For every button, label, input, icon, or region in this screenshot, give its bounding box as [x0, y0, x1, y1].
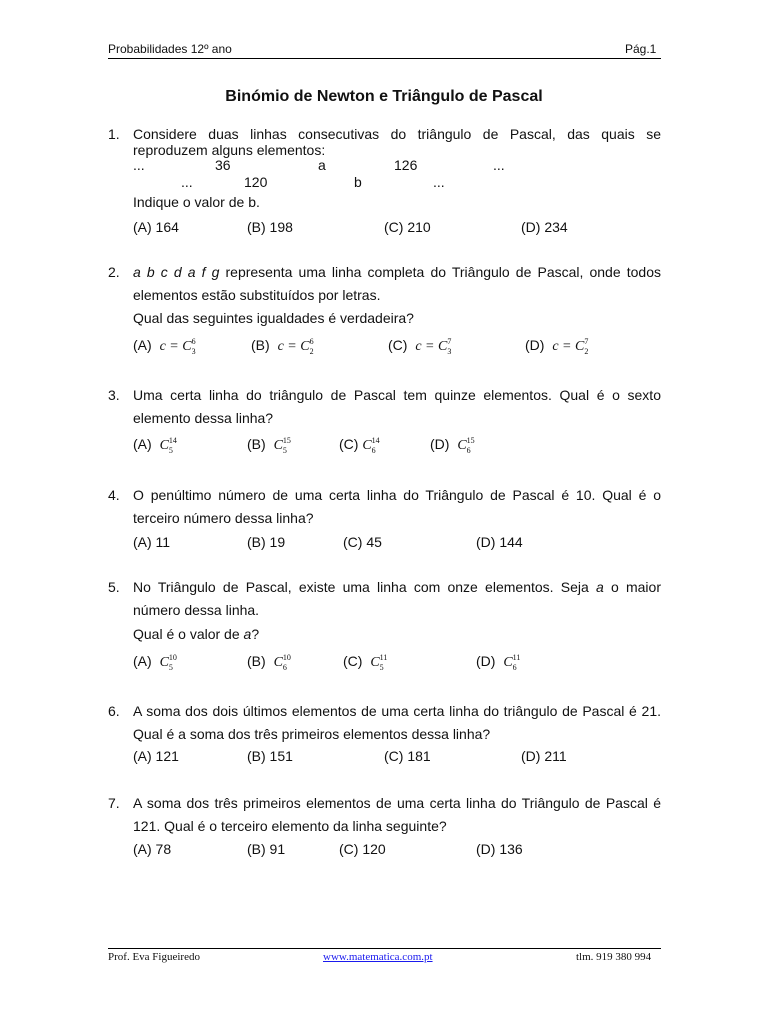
option-b: (B) 19 — [247, 534, 286, 550]
option-b: (B) 198 — [247, 219, 293, 235]
option-math — [552, 336, 594, 356]
option-label: (B) — [247, 436, 266, 452]
pascal-row-2 — [0, 174, 768, 192]
question-text — [133, 576, 661, 622]
math-base: C — [370, 655, 380, 670]
option-a: (A) 164 — [133, 219, 179, 235]
question-3 — [108, 384, 661, 430]
option-math — [362, 435, 381, 455]
math-sub: 6 — [512, 662, 517, 672]
option-a: (A) 121 — [133, 748, 179, 764]
math-lhs: c = C — [159, 339, 192, 354]
math-base: C — [362, 438, 372, 453]
variable-a: a — [243, 626, 252, 642]
math-index — [447, 336, 457, 356]
question-2 — [108, 261, 661, 307]
option-math — [159, 336, 202, 356]
math-sup: 10 — [282, 652, 291, 662]
question-text: O penúltimo número de uma certa linha do Triângulo de Pascal é 10. Qual é o terceiro número dessa linha? — [133, 487, 661, 526]
option-math — [415, 336, 457, 356]
option-c: (C) 181 — [384, 748, 431, 764]
footer-author: Prof. Eva Figueiredo — [108, 951, 200, 963]
math-sup: 14 — [168, 435, 177, 445]
row2-cell: b — [354, 174, 362, 190]
variable-a: a — [595, 579, 604, 595]
option-c — [343, 653, 390, 671]
math-lhs: c = C — [277, 339, 310, 354]
option-label: (C) — [343, 653, 363, 669]
option-a — [133, 653, 179, 671]
option-d — [525, 337, 594, 355]
option-a — [133, 436, 179, 454]
option-a: (A) 11 — [133, 534, 171, 550]
math-sub: 6 — [371, 445, 376, 455]
ask-text: ? — [251, 626, 260, 642]
option-label: (A) — [133, 653, 152, 669]
option-math — [370, 652, 389, 672]
option-b — [247, 436, 293, 454]
option-label: (D) — [476, 653, 496, 669]
math-sub: 6 — [466, 445, 471, 455]
header-right: Pág.1 — [625, 42, 657, 56]
question-ask: Qual das seguintes igualdades é verdadeira? — [133, 310, 414, 326]
row1-cell: ... — [493, 157, 505, 173]
option-math — [159, 435, 179, 455]
option-b: (B) 151 — [247, 748, 293, 764]
ask-text: Qual é o valor de — [133, 626, 244, 642]
option-d: (D) 234 — [521, 219, 568, 235]
math-sub: 2 — [584, 346, 589, 356]
option-b — [251, 337, 320, 355]
question-text — [133, 261, 661, 307]
option-d — [430, 436, 477, 454]
header-left: Probabilidades 12º ano — [108, 42, 232, 56]
row1-cell: a — [318, 157, 326, 173]
option-d: (D) 211 — [521, 748, 567, 764]
question-number: 6. — [108, 703, 120, 719]
math-base: C — [159, 438, 169, 453]
math-sup: 10 — [168, 652, 177, 662]
math-index — [584, 336, 594, 356]
question-number: 5. — [108, 579, 120, 595]
math-base: C — [273, 438, 283, 453]
option-c: (C) 120 — [339, 841, 386, 857]
footer-website-link[interactable]: www.matematica.com.pt — [323, 951, 433, 963]
math-index — [282, 652, 293, 672]
row2-cell: 120 — [244, 174, 268, 190]
math-index — [168, 435, 179, 455]
question-number: 2. — [108, 264, 120, 280]
math-index — [309, 336, 320, 356]
question-7 — [108, 792, 661, 838]
math-index — [466, 435, 477, 455]
letter-sequence: a b c d a f g — [133, 264, 220, 280]
question-text: A soma dos dois últimos elementos de uma certa linha do triângulo de Pascal é 21. Qual é a soma dos três primeiros elementos dessa linha? — [133, 703, 661, 742]
row2-cell: ... — [181, 174, 193, 190]
option-math — [503, 652, 522, 672]
question-number: 7. — [108, 795, 120, 811]
question-number: 1. — [108, 126, 120, 142]
question-text-part: No Triângulo de Pascal, existe uma linha com onze elementos. Seja — [133, 579, 596, 595]
option-label: (A) — [133, 436, 152, 452]
option-b — [247, 653, 293, 671]
question-1 — [108, 123, 661, 158]
math-lhs: c = C — [415, 339, 448, 354]
option-d: (D) 136 — [476, 841, 523, 857]
question-text-rest: representa uma linha completa do Triângulo de Pascal, onde todos elementos estão substituídos por letras. — [133, 264, 661, 303]
question-6 — [108, 700, 661, 746]
question-number: 4. — [108, 487, 120, 503]
math-sup: 6 — [309, 336, 314, 346]
option-label: (D) — [430, 436, 450, 452]
math-index — [168, 652, 179, 672]
math-sub: 3 — [191, 346, 196, 356]
option-c: (C) 45 — [343, 534, 382, 550]
footer-rule — [108, 948, 661, 949]
math-index — [371, 435, 382, 455]
math-sub: 5 — [168, 662, 173, 672]
math-sup: 11 — [379, 652, 388, 662]
math-sub: 2 — [309, 346, 314, 356]
math-base: C — [503, 655, 513, 670]
option-d: (D) 144 — [476, 534, 523, 550]
footer-phone: tlm. 919 380 994 — [576, 951, 652, 963]
math-sub: 3 — [447, 346, 452, 356]
question-ask — [133, 626, 259, 642]
question-number: 3. — [108, 387, 120, 403]
math-sup: 15 — [466, 435, 475, 445]
option-math — [273, 652, 293, 672]
question-text: Uma certa linha do triângulo de Pascal tem quinze elementos. Qual é o sexto elemento dessa linha? — [133, 387, 661, 426]
math-base: C — [159, 655, 169, 670]
header-rule — [108, 58, 661, 59]
option-label: (C) — [388, 337, 408, 353]
option-math — [159, 652, 179, 672]
option-b: (B) 91 — [247, 841, 286, 857]
math-base: C — [273, 655, 283, 670]
option-a — [133, 337, 202, 355]
page-title: Binómio de Newton e Triângulo de Pascal — [225, 88, 543, 105]
math-sub: 5 — [379, 662, 384, 672]
math-sup: 6 — [191, 336, 196, 346]
math-sup: 11 — [512, 652, 521, 662]
option-label: (D) — [525, 337, 545, 353]
question-text: A soma dos três primeiros elementos de uma certa linha do Triângulo de Pascal é 121. Qual é o terceiro elemento da linha seguinte? — [133, 795, 661, 834]
option-label: (A) — [133, 337, 152, 353]
math-base: C — [457, 438, 467, 453]
pascal-row-1 — [0, 157, 768, 175]
math-index — [512, 652, 523, 672]
math-sub: 5 — [282, 445, 287, 455]
option-c — [388, 337, 457, 355]
question-4 — [108, 484, 661, 530]
math-lhs: c = C — [552, 339, 585, 354]
question-5 — [108, 576, 661, 622]
math-index — [379, 652, 390, 672]
math-sup: 15 — [282, 435, 291, 445]
math-sub: 5 — [168, 445, 173, 455]
row2-cell: ... — [433, 174, 445, 190]
option-a: (A) 78 — [133, 841, 172, 857]
math-sup: 14 — [371, 435, 380, 445]
option-d — [476, 653, 523, 671]
row1-cell: ... — [133, 157, 145, 173]
row1-cell: 126 — [394, 157, 418, 173]
math-sub: 6 — [282, 662, 287, 672]
math-index — [282, 435, 293, 455]
row1-cell: 36 — [215, 157, 231, 173]
option-math — [457, 435, 476, 455]
question-text-part: o maior número dessa linha. — [133, 579, 661, 618]
math-index — [191, 336, 202, 356]
option-label: (B) — [251, 337, 270, 353]
option-label: (B) — [247, 653, 266, 669]
option-c — [339, 436, 382, 454]
math-sup: 7 — [447, 336, 452, 346]
question-text: Considere duas linhas consecutivas do triângulo de Pascal, das quais se reproduzem alguns elementos: — [133, 126, 661, 158]
option-c: (C) 210 — [384, 219, 431, 235]
question-ask: Indique o valor de b. — [133, 194, 260, 210]
option-label: (C) — [339, 436, 359, 452]
math-sup: 7 — [584, 336, 589, 346]
option-math — [277, 336, 320, 356]
option-math — [273, 435, 293, 455]
